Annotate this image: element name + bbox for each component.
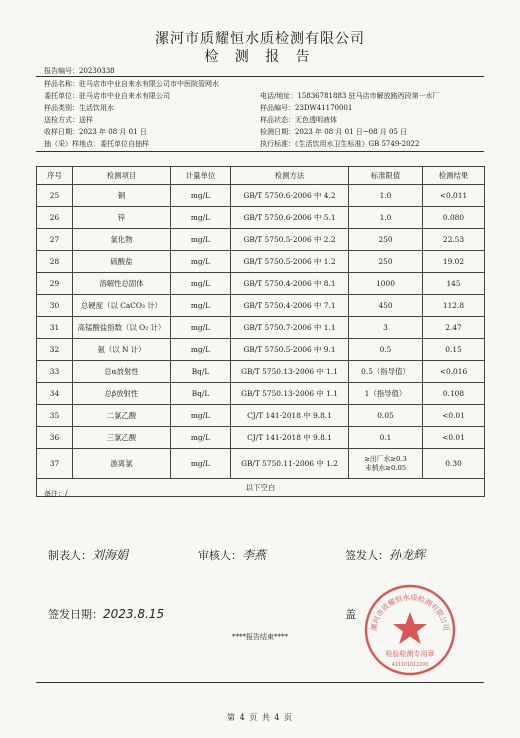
table-row: [37, 449, 485, 479]
row-number: 35: [37, 405, 73, 427]
row-number: 36: [37, 427, 73, 449]
test-method: CJ/T 141-2018 中 9.8.1: [231, 405, 349, 427]
row-number: 31: [37, 317, 73, 339]
table-row: [37, 405, 485, 427]
table-row: [37, 361, 485, 383]
table-row: [37, 207, 485, 229]
unit: mg/L: [171, 427, 231, 449]
table-row: [37, 339, 485, 361]
remark: 备注：/: [44, 490, 68, 498]
test-method: GB/T 5750.6-2006 中 4.2: [231, 185, 349, 207]
test-item: 溶解性总固体: [73, 273, 171, 295]
test-result: <0.01: [423, 427, 485, 449]
header-cell: 计量单位: [171, 167, 231, 185]
unit: mg/L: [171, 273, 231, 295]
unit: mg/L: [171, 207, 231, 229]
svg-text:411101012200: 411101012200: [391, 663, 429, 668]
standard-limit: 3: [349, 317, 423, 339]
report-number: 报告编号：20230338: [44, 67, 115, 75]
unit: mg/L: [171, 251, 231, 273]
header-cell: 标准限值: [349, 167, 423, 185]
test-result: <0.011: [423, 185, 485, 207]
info-phone-address: 电话/地址：15836781883 驻马店市解放路西段第一水厂: [260, 92, 440, 100]
row-number: 29: [37, 273, 73, 295]
unit: mg/L: [171, 339, 231, 361]
test-item: 硫酸盐: [73, 251, 171, 273]
test-method: GB/T 5750.4-2006 中 7.1: [231, 295, 349, 317]
end-of-report: ****报告结束****: [232, 633, 288, 641]
test-method: GB/T 5750.13-2006 中 1.1: [231, 361, 349, 383]
standard-limit: 450: [349, 295, 423, 317]
test-result: 145: [423, 273, 485, 295]
test-method: GB/T 5750.6-2006 中 5.1: [231, 207, 349, 229]
table-row: [37, 317, 485, 339]
issue-date-handwriting: 2023.8.15: [103, 607, 165, 621]
test-method: GB/T 5750.4-2006 中 8.1: [231, 273, 349, 295]
table-row: [37, 229, 485, 251]
test-method: CJ/T 141-2018 中 9.8.1: [231, 427, 349, 449]
test-item: 锌: [73, 207, 171, 229]
info-standard: 执行标准：《生活饮用水卫生标准》GB 5749-2022: [260, 140, 420, 148]
report-title: 检 测 报 告: [204, 49, 316, 65]
table-row: [37, 383, 485, 405]
test-item: 总β放射性: [73, 383, 171, 405]
standard-limit: 1.0: [349, 207, 423, 229]
info-sample-type: 样品类别：生活饮用水: [44, 104, 114, 112]
unit: Bq/L: [171, 383, 231, 405]
cell-line: 末梢水≥0.05: [364, 463, 407, 472]
svg-text:漯河市质耀恒水质检测有限公司: 漯河市质耀恒水质检测有限公司: [369, 592, 451, 632]
row-number: 33: [37, 361, 73, 383]
info-client: 委托单位：驻马店市中业自来水有限公司: [44, 92, 170, 100]
test-method: GB/T 5750.7-2006 中 1.1: [231, 317, 349, 339]
standard-limit: 0.05: [349, 405, 423, 427]
info-inspect-mode: 送检方式：送样: [44, 116, 93, 124]
issue-date-label: 签发日期：: [48, 608, 103, 621]
test-result: 0.108: [423, 383, 485, 405]
table-row: [37, 427, 485, 449]
header-divider: [36, 76, 484, 77]
unit: Bq/L: [171, 361, 231, 383]
test-result: 0.15: [423, 339, 485, 361]
approver-handwriting: 孙龙辉: [389, 548, 426, 562]
svg-text:检验检测专用章: 检验检测专用章: [385, 650, 435, 658]
table-end-row: [37, 479, 485, 497]
unit: mg/L: [171, 317, 231, 339]
test-method: GB/T 5750.13-2006 中 1.1: [231, 383, 349, 405]
test-item: 总硬度（以 CaCO₃ 计）: [73, 295, 171, 317]
info-test-date: 检测日期：2023 年 08 月 01 日~08 月 05 日: [260, 128, 408, 136]
test-item: 氯化物: [73, 229, 171, 251]
info-receive-date: 收样日期：2023 年 08 月 01 日: [44, 128, 147, 136]
table-row: [37, 273, 485, 295]
table-row: [37, 295, 485, 317]
row-number: 27: [37, 229, 73, 251]
table-header-row: [37, 167, 485, 185]
test-item: 二氯乙酸: [73, 405, 171, 427]
standard-limit: 250: [349, 229, 423, 251]
row-number: 28: [37, 251, 73, 273]
standard-limit: 0.1: [349, 427, 423, 449]
test-result: 2.47: [423, 317, 485, 339]
standard-limit: 0.5（指导值）: [349, 361, 423, 383]
test-item: 游离氯: [73, 449, 171, 479]
standard-limit: 1.0: [349, 185, 423, 207]
info-sample-id: 样品编号：23DW41170001: [260, 104, 353, 112]
table-row: [37, 251, 485, 273]
test-result: 19.02: [423, 251, 485, 273]
row-number: 30: [37, 295, 73, 317]
cell-line: ≥出厂水≥0.3: [364, 454, 407, 463]
reviewer-signature: [198, 546, 266, 563]
unit: mg/L: [171, 295, 231, 317]
compiler-handwriting: 刘海娟: [92, 548, 129, 562]
test-method: GB/T 5750.5-2006 中 2.2: [231, 229, 349, 251]
page-number: 第 4 页 共 4 页: [227, 713, 293, 722]
info-sample-state: 样品状态：无色透明液体: [260, 116, 337, 124]
results-table: [36, 166, 485, 497]
info-divider: [36, 151, 484, 152]
unit: mg/L: [171, 405, 231, 427]
test-result: 0.080: [423, 207, 485, 229]
standard-limit: [349, 449, 423, 479]
row-number: 32: [37, 339, 73, 361]
row-number: 25: [37, 185, 73, 207]
row-number: 37: [37, 449, 73, 479]
approver-signature: [345, 546, 425, 563]
compiler-label: 制表人：: [48, 549, 92, 562]
test-result: 22.53: [423, 229, 485, 251]
compiler-signature: [48, 546, 128, 563]
row-number: 26: [37, 207, 73, 229]
test-item: 氨（以 N 计）: [73, 339, 171, 361]
test-item: 三氯乙酸: [73, 427, 171, 449]
test-result: 112.8: [423, 295, 485, 317]
unit: mg/L: [171, 449, 231, 479]
test-result: <0.016: [423, 361, 485, 383]
info-sampling-site: 抽（采）样地点：委托单位自抽样: [44, 140, 149, 148]
reviewer-label: 审核人：: [198, 549, 242, 562]
issue-date: [48, 606, 164, 622]
seal-label: 盖: [345, 608, 356, 621]
test-item: 铜: [73, 185, 171, 207]
header-cell: 序号: [37, 167, 73, 185]
test-item: 高锰酸盐指数（以 O₂ 计）: [73, 317, 171, 339]
test-method: GB/T 5750.11-2006 中 1.2: [231, 449, 349, 479]
approver-label: 签发人：: [345, 549, 389, 562]
header-cell: 检测项目: [73, 167, 171, 185]
test-result: <0.01: [423, 405, 485, 427]
standard-limit: 250: [349, 251, 423, 273]
test-item: 总α放射性: [73, 361, 171, 383]
reviewer-handwriting: 李燕: [242, 548, 267, 562]
test-method: GB/T 5750.5-2006 中 9.1: [231, 339, 349, 361]
standard-limit: 1000: [349, 273, 423, 295]
unit: mg/L: [171, 185, 231, 207]
company-title: 漯河市质耀恒水质检测有限公司: [155, 31, 365, 47]
test-method: GB/T 5750.5-2006 中 1.2: [231, 251, 349, 273]
standard-limit: 0.5: [349, 339, 423, 361]
table-row: [37, 185, 485, 207]
footer-divider: [36, 682, 484, 683]
row-number: 34: [37, 383, 73, 405]
header-cell: 检测方法: [231, 167, 349, 185]
header-cell: 检测结果: [423, 167, 485, 185]
unit: mg/L: [171, 229, 231, 251]
end-note: 以下空白: [37, 479, 485, 497]
official-seal-icon: [362, 582, 458, 678]
info-sample-name: 样品名称：驻马店市中业自来水有限公司市中医院管网水: [44, 80, 219, 88]
test-result: 0.30: [423, 449, 485, 479]
standard-limit: 1（指导值）: [349, 383, 423, 405]
